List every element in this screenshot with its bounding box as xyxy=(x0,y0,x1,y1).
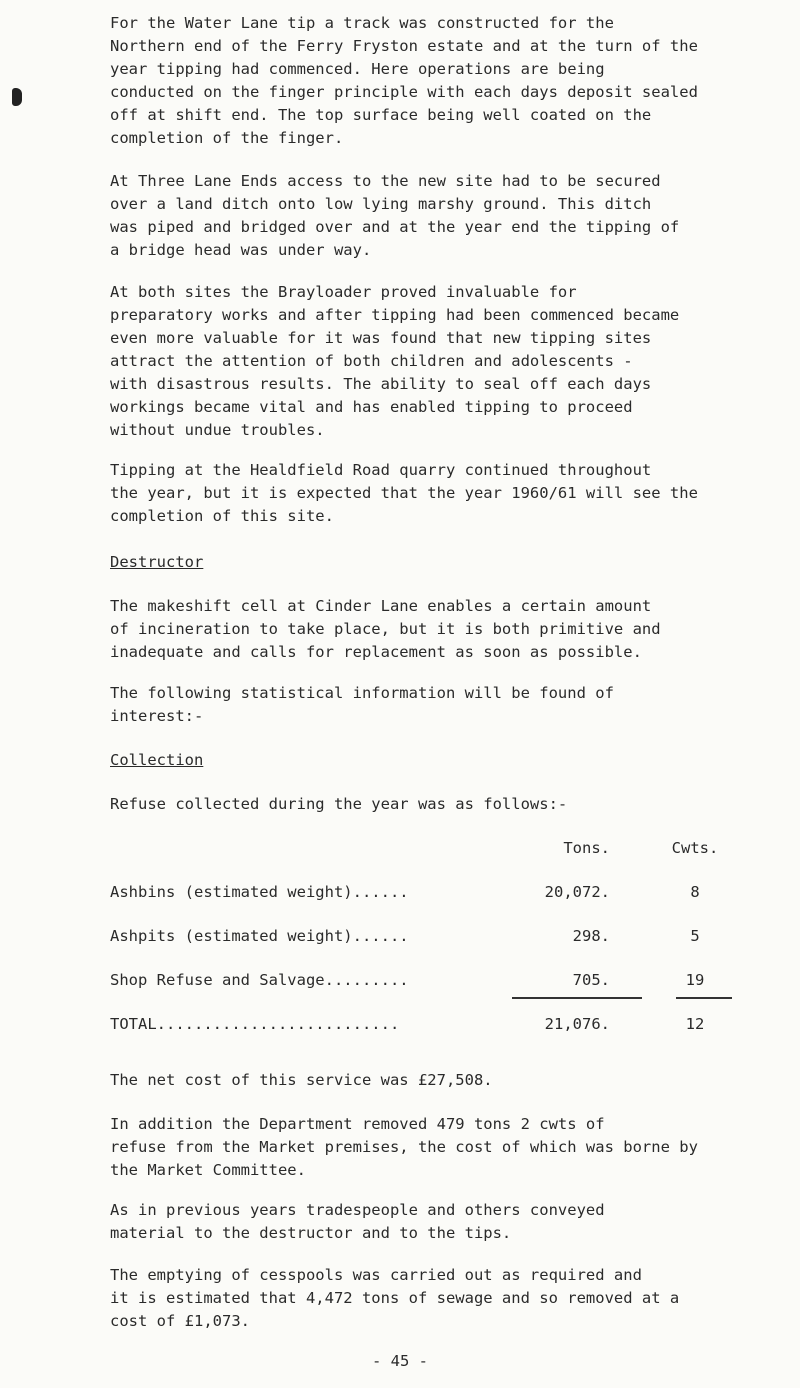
total-rule-tons xyxy=(512,997,642,999)
paragraph-tradespeople: As in previous years tradespeople and others conveyed material to the destructor and to the tips. xyxy=(110,1201,605,1242)
total-cwts: 12 xyxy=(685,1015,705,1033)
binding-mark xyxy=(12,88,22,106)
paragraph-makeshift-cell: The makeshift cell at Cinder Lane enables a certain amount of incineration to take place, but it is both primitive and inadequate and calls for replacement as soon as possible. xyxy=(110,597,661,661)
paragraph-market-refuse: In addition the Department removed 479 tons 2 cwts of refuse from the Market premises, the cost of which was borne by the Market Committee. xyxy=(110,1115,698,1179)
table-header-row xyxy=(110,837,760,860)
table-total-row xyxy=(110,1013,760,1036)
heading-collection: Collection xyxy=(110,751,204,769)
table-row xyxy=(110,969,760,992)
table-row xyxy=(110,881,760,904)
column-header-tons: Tons. xyxy=(563,839,610,857)
paragraph-brayloader: At both sites the Brayloader proved invaluable for preparatory works and after tipping had been commenced became even more valuable for it was found that new tipping sites attract the attention of both children and adolescents - with disastrous results. The ability to seal off each days workings became vital and has enabled tipping to proceed without undue troubles. xyxy=(110,283,680,439)
row-cwts: 5 xyxy=(690,927,700,945)
paragraph-refuse-collected: Refuse collected during the year was as follows:- xyxy=(110,795,568,813)
table-row xyxy=(110,925,760,948)
paragraph-cesspools: The emptying of cesspools was carried out as required and it is estimated that 4,472 tons of sewage and so removed at a cost of £1,073. xyxy=(110,1266,680,1330)
row-tons: 298. xyxy=(572,927,610,945)
paragraph-net-cost: The net cost of this service was £27,508. xyxy=(110,1071,493,1089)
heading-destructor: Destructor xyxy=(110,553,204,571)
total-rule-cwts xyxy=(676,997,732,999)
paragraph-three-lane-ends: At Three Lane Ends access to the new site had to be secured over a land ditch onto low lying marshy ground. This ditch was piped and bridged over and at the year end the tipping of a bridge head was under way. xyxy=(110,172,680,259)
total-tons: 21,076. xyxy=(544,1015,610,1033)
row-tons: 20,072. xyxy=(544,883,610,901)
column-header-cwts: Cwts. xyxy=(671,839,719,857)
paragraph-water-lane: For the Water Lane tip a track was constructed for the Northern end of the Ferry Fryston estate and at the turn of the year tipping had commenced. Here operations are being conducted on the finger principle with each days deposit sealed off at shift end. The top surface being well coated on the completion of the finger. xyxy=(110,14,698,147)
row-label: Ashbins (estimated weight)...... xyxy=(110,883,409,901)
row-cwts: 8 xyxy=(690,883,700,901)
page-number: - 45 - xyxy=(372,1352,428,1370)
row-label: Ashpits (estimated weight)...... xyxy=(110,927,409,945)
row-label: Shop Refuse and Salvage......... xyxy=(110,971,409,989)
paragraph-healdfield: Tipping at the Healdfield Road quarry continued throughout the year, but it is expected that the year 1960/61 will see the completion of this site. xyxy=(110,461,698,525)
total-label: TOTAL.......................... xyxy=(110,1015,400,1033)
paragraph-statistical-info: The following statistical information will be found of interest:- xyxy=(110,684,614,725)
row-cwts: 19 xyxy=(685,971,705,989)
row-tons: 705. xyxy=(572,971,610,989)
